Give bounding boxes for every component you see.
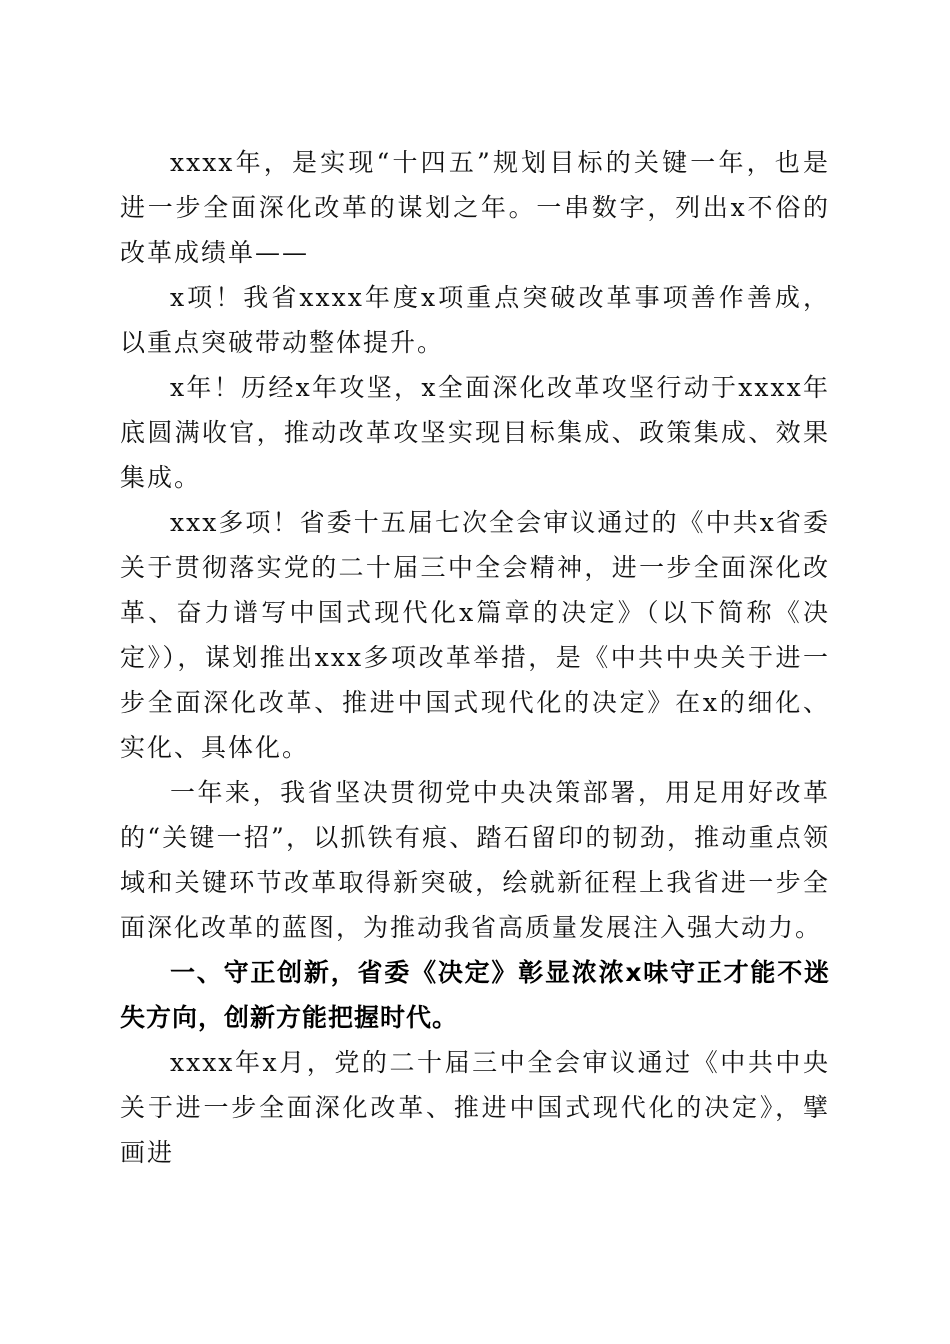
intro-paragraph: xxxx年，是实现“十四五”规划目标的关键一年，也是进一步全面深化改革的谋划之年。一串数字，列出x不俗的改革成绩单—— xyxy=(120,148,830,267)
section-paragraph: xxxx年x月，党的二十届三中全会审议通过《中共中央关于进一步全面深化改革、推进中国式现代化的决定》，擘画进 xyxy=(120,1048,830,1167)
document-body xyxy=(120,140,830,1175)
section-heading: 一、守正创新，省委《决定》彰显浓浓x味守正才能不迷失方向，创新方能把握时代。 xyxy=(120,958,830,1032)
achievement-paragraph-3: xxx多项！省委十五届七次全会审议通过的《中共x省委关于贯彻落实党的二十届三中全会精神，进一步全面深化改革、奋力谱写中国式现代化x篇章的决定》（以下简称《决定》），谋划推出xxx多项改革举措，是《中共中央关于进一步全面深化改革、推进中国式现代化的决定》在x的细化、实化、具体化。 xyxy=(120,508,830,762)
achievement-paragraph-2: x年！历经x年攻坚，x全面深化改革攻坚行动于xxxx年底圆满收官，推动改革攻坚实现目标集成、政策集成、效果集成。 xyxy=(120,373,830,492)
summary-paragraph: 一年来，我省坚决贯彻党中央决策部署，用足用好改革的“关键一招”，以抓铁有痕、踏石留印的韧劲，推动重点领域和关键环节改革取得新突破，绘就新征程上我省进一步全面深化改革的蓝图，为推动我省高质量发展注入强大动力。 xyxy=(120,778,830,942)
achievement-paragraph-1: x项！我省xxxx年度x项重点突破改革事项善作善成，以重点突破带动整体提升。 xyxy=(120,283,830,357)
